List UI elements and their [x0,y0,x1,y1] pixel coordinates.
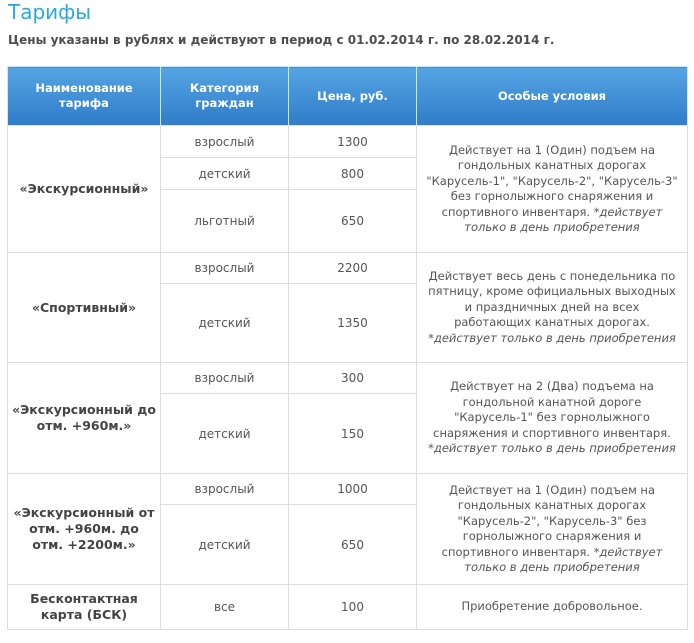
tariffs-table [7,66,688,630]
category-cell: детский [161,505,289,585]
tariff-name: Бесконтактная карта (БСК) [8,585,161,630]
category-cell: льготный [161,190,289,253]
table-row [8,585,688,630]
header-citizen-category: Категория граждан [161,67,289,126]
price-cell: 800 [289,158,417,190]
tariff-name: «Экскурсионный от отм. +960м. до отм. +2200м.» [8,474,161,585]
page-title: Тарифы [8,0,92,24]
price-cell: 1300 [289,126,417,158]
price-cell: 650 [289,505,417,585]
category-cell: взрослый [161,474,289,505]
category-cell: детский [161,284,289,363]
header-special-conditions: Особые условия [417,67,688,126]
conditions-text: Действует на 2 (Два) подъема на гондольной канатной дороге "Карусель-1" без горнолыжного снаряжения и спортивного инвентаря. [433,379,671,440]
conditions-note: *действует только в день приобретения [464,204,663,234]
price-cell: 1000 [289,474,417,505]
conditions-cell [417,474,688,585]
category-cell: взрослый [161,253,289,284]
header-price: Цена, руб. [289,67,417,126]
header-tariff-name: Наименование тарифа [8,67,161,126]
category-cell: взрослый [161,363,289,394]
table-row [8,474,688,505]
price-cell: 150 [289,394,417,474]
category-cell: взрослый [161,126,289,158]
price-cell: 2200 [289,253,417,284]
conditions-note: *действует только в день приобретения [428,330,676,345]
conditions-cell [417,126,688,253]
conditions-cell [417,585,688,630]
category-cell: детский [161,158,289,190]
conditions-text: Действует весь день с понедельника по пятницу, кроме официальных выходных и праздничных дней на всех работающих канатных дорогах. [428,268,676,330]
conditions-note: *действует только в день приобретения [464,544,663,574]
tariff-name: «Спортивный» [8,253,161,363]
conditions-text: Действует на 1 (Один) подъем на гондольных канатных дорогах "Карусель-2", "Карусель-3" без горнолыжного снаряжения и спортивного инвентаря. [441,482,655,559]
tariff-name: «Экскурсионный до отм. +960м.» [8,363,161,474]
price-cell: 100 [289,585,417,630]
conditions-cell [417,253,688,363]
table-row [8,126,688,158]
tariffs-table-header [8,67,688,126]
category-cell: детский [161,394,289,474]
conditions-text: Приобретение добровольное. [461,599,643,614]
table-row [8,253,688,284]
conditions-text: Действует на 1 (Один) подъем на гондольных канатных дорогах "Карусель-1", "Карусель-2", "Карусель-3" без горнолыжного снаряжения и спортивного инвентаря. [426,142,678,219]
price-cell: 1350 [289,284,417,363]
price-cell: 300 [289,363,417,394]
price-cell: 650 [289,190,417,253]
conditions-note: *действует только в день приобретения [428,441,676,456]
table-row [8,363,688,394]
conditions-cell [417,363,688,474]
tariff-name: «Экскурсионный» [8,126,161,253]
category-cell: все [161,585,289,630]
price-period-subtitle: Цены указаны в рублях и действуют в период с 01.02.2014 г. по 28.02.2014 г. [8,33,555,47]
